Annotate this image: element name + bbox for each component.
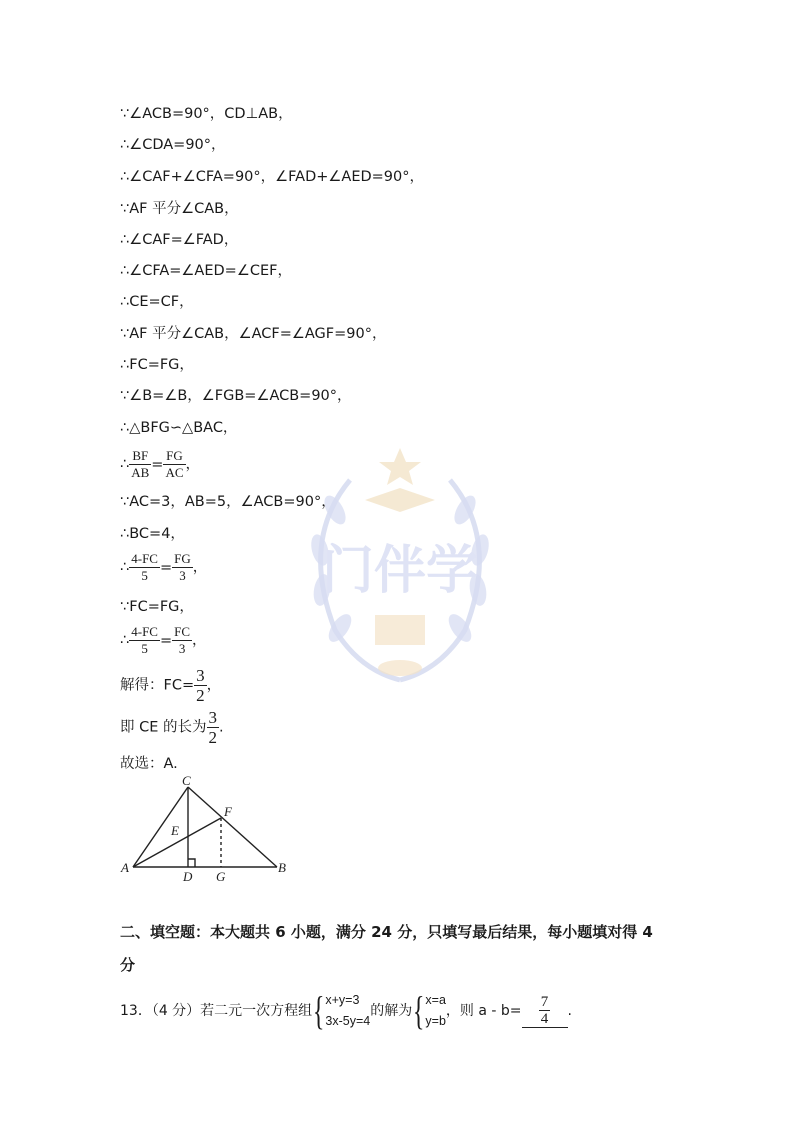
proof-line: ∴∠CFA=∠AED=∠CEF， (120, 263, 292, 279)
question-13: 13．（4 分）若二元一次方程组{ x+y=3 3x-5y=4 的解为{ x=a y=b ，则 a - b= $\frac{7}{4}$ . (120, 988, 572, 1033)
proof-line: ∵∠ACB=90°，CD⊥AB， (120, 106, 293, 122)
fraction: $\frac{FC}{3}$ (174, 624, 191, 656)
triangle-figure (115, 775, 295, 885)
ratio-line: ∴ $\frac{BF}{AB}$ = $\frac{FG}{AC}$ ， (120, 448, 201, 480)
segment-cb (188, 787, 277, 867)
proof-line: ∵AC=3，AB=5，∠ACB=90°， (120, 494, 336, 510)
equation-system: x+y=3 3x-5y=4 (325, 993, 371, 1028)
proof-line: ∵∠B=∠B，∠FGB=∠ACB=90°， (120, 388, 352, 404)
section-heading: 二、填空题：本大题共 6 小题，满分 24 分，只填写最后结果，每小题填对得 4 (120, 923, 653, 941)
fraction: $\frac{3}{2}$ (208, 708, 218, 747)
label-f: F (224, 804, 232, 819)
ratio-line: ∴ $\frac{4-FC}{5}$ = $\frac{FG}{3}$ ， (120, 551, 208, 583)
section-heading-cont: 分 (120, 956, 136, 974)
proof-line: ∵AF 平分∠CAB， (120, 201, 239, 217)
proof-line: ∴FC=FG， (120, 357, 194, 373)
solve-line: 解得：FC= $\frac{3}{2}$ ， (120, 666, 222, 705)
label-d: D (183, 869, 193, 884)
right-angle-mark (188, 859, 195, 867)
fraction: $\frac{3}{2}$ (196, 666, 205, 705)
proof-line: ∴CE=CF， (120, 294, 194, 310)
proof-line: ∴∠CAF=∠FAD， (120, 232, 239, 248)
fraction: $\frac{4-FC}{5}$ (131, 624, 158, 656)
label-g: G (216, 869, 226, 884)
label-e: E (171, 823, 179, 838)
left-brace-icon: { (313, 988, 325, 1033)
label-a: A (121, 860, 129, 875)
proof-line: ∴BC=4， (120, 526, 185, 542)
ratio-line: ∴ $\frac{4-FC}{5}$ = $\frac{FC}{3}$ ， (120, 624, 207, 656)
solution-system: x=a y=b (425, 993, 446, 1028)
label-c: C (182, 775, 191, 788)
watermark-logo (280, 440, 520, 690)
answer-line: 即 CE 的长为 $\frac{3}{2}$ . (120, 708, 224, 747)
proof-line: ∵FC=FG， (120, 599, 194, 615)
segment-ac (133, 787, 188, 867)
proof-line: ∴∠CDA=90°， (120, 137, 226, 153)
proof-line: ∵AF 平分∠CAB，∠ACF=∠AGF=90°， (120, 326, 387, 342)
choice-line: 故选：A. (120, 756, 178, 772)
left-brace-icon: { (413, 988, 425, 1033)
answer-blank: $\frac{7}{4}$ (522, 994, 568, 1028)
proof-line: ∴△BFG∽△BAC， (120, 420, 238, 436)
fraction: $\frac{FG}{3}$ (174, 551, 191, 583)
label-b: B (278, 860, 286, 875)
fraction: $\frac{BF}{AB}$ (131, 448, 150, 480)
proof-line: ∴∠CAF+∠CFA=90°，∠FAD+∠AED=90°， (120, 169, 424, 185)
fraction: $\frac{FG}{AC}$ (165, 448, 184, 480)
fraction: $\frac{4-FC}{5}$ (131, 551, 158, 583)
watermark-text: 门伴学 (321, 541, 479, 601)
